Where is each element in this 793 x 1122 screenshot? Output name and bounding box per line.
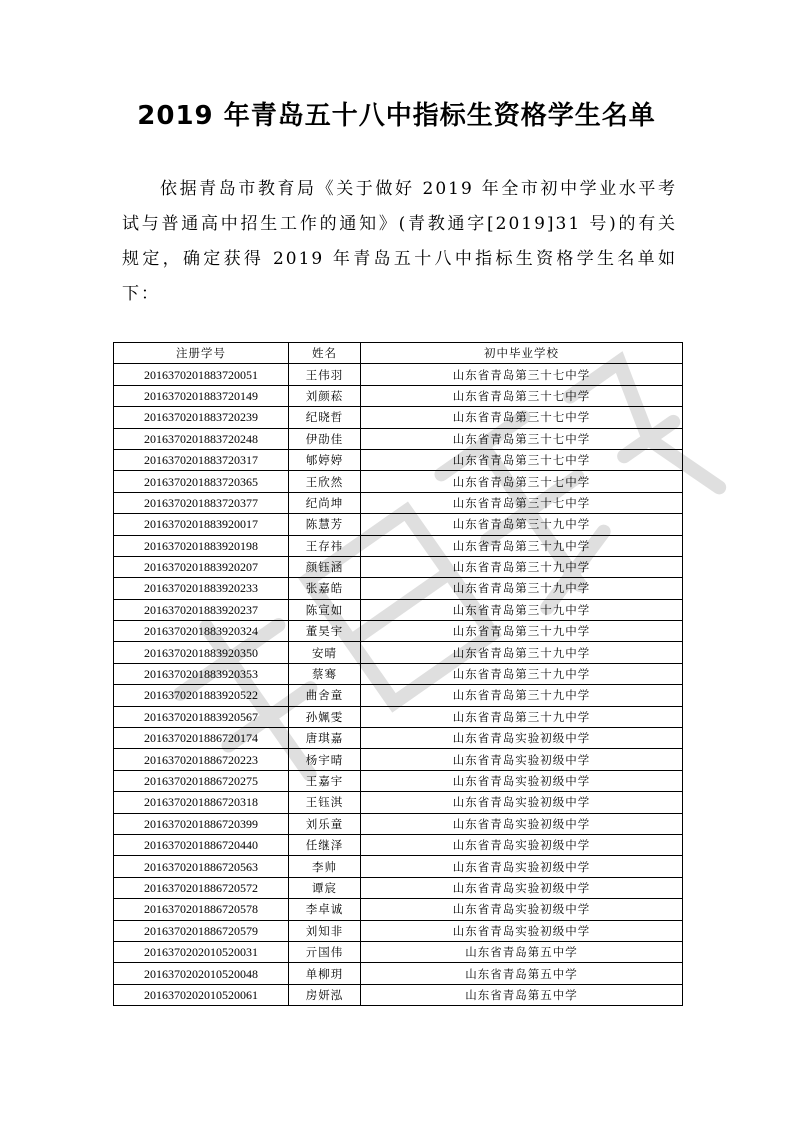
header-name: 姓名 (289, 343, 361, 364)
table-row (114, 685, 683, 706)
cell-registration-id: 2016370201886720275 (114, 770, 289, 791)
cell-registration-id: 2016370201883720248 (114, 428, 289, 449)
cell-school: 山东省青岛实验初级中学 (361, 792, 683, 813)
cell-school: 山东省青岛实验初级中学 (361, 749, 683, 770)
table-row (114, 449, 683, 470)
cell-school: 山东省青岛第三十九中学 (361, 578, 683, 599)
cell-registration-id: 2016370202010520048 (114, 963, 289, 984)
cell-school: 山东省青岛第三十九中学 (361, 599, 683, 620)
cell-student-name: 杨宇晴 (289, 749, 361, 770)
cell-student-name: 张嘉皓 (289, 578, 361, 599)
cell-registration-id: 2016370201883720377 (114, 492, 289, 513)
table-row (114, 578, 683, 599)
cell-student-name: 郇婷婷 (289, 449, 361, 470)
table-row (114, 963, 683, 984)
cell-school: 山东省青岛实验初级中学 (361, 728, 683, 749)
table-row (114, 535, 683, 556)
cell-student-name: 房妍泓 (289, 984, 361, 1005)
cell-student-name: 安晴 (289, 642, 361, 663)
cell-school: 山东省青岛第五中学 (361, 941, 683, 962)
cell-registration-id: 2016370201883920017 (114, 514, 289, 535)
cell-registration-id: 2016370201883720149 (114, 385, 289, 406)
cell-registration-id: 2016370201886720318 (114, 792, 289, 813)
cell-student-name: 刘颜菘 (289, 385, 361, 406)
table-row (114, 941, 683, 962)
cell-registration-id: 2016370201886720440 (114, 834, 289, 855)
cell-school: 山东省青岛第三十九中学 (361, 621, 683, 642)
cell-registration-id: 2016370202010520061 (114, 984, 289, 1005)
table-row (114, 407, 683, 428)
cell-school: 山东省青岛第三十九中学 (361, 514, 683, 535)
cell-registration-id: 2016370202010520031 (114, 941, 289, 962)
cell-student-name: 王存祎 (289, 535, 361, 556)
cell-registration-id: 2016370201883920353 (114, 663, 289, 684)
cell-student-name: 刘知非 (289, 920, 361, 941)
cell-student-name: 陈慧芳 (289, 514, 361, 535)
table-row (114, 385, 683, 406)
cell-registration-id: 2016370201886720578 (114, 899, 289, 920)
cell-school: 山东省青岛第三十七中学 (361, 364, 683, 385)
cell-school: 山东省青岛第三十九中学 (361, 685, 683, 706)
table-row (114, 663, 683, 684)
table-row (114, 877, 683, 898)
table-row (114, 428, 683, 449)
cell-registration-id: 2016370201883720239 (114, 407, 289, 428)
cell-registration-id: 2016370201883920324 (114, 621, 289, 642)
cell-student-name: 任继泽 (289, 834, 361, 855)
cell-student-name: 伊劭佳 (289, 428, 361, 449)
table-row (114, 920, 683, 941)
table-row (114, 471, 683, 492)
cell-school: 山东省青岛实验初级中学 (361, 899, 683, 920)
table-row (114, 792, 683, 813)
cell-school: 山东省青岛实验初级中学 (361, 877, 683, 898)
cell-school: 山东省青岛第三十九中学 (361, 556, 683, 577)
cell-student-name: 李卓诚 (289, 899, 361, 920)
cell-registration-id: 2016370201883920567 (114, 706, 289, 727)
cell-school: 山东省青岛第三十七中学 (361, 407, 683, 428)
cell-student-name: 曲舍童 (289, 685, 361, 706)
table-row (114, 514, 683, 535)
cell-student-name: 王伟羽 (289, 364, 361, 385)
cell-student-name: 孙姵雯 (289, 706, 361, 727)
cell-school: 山东省青岛第三十七中学 (361, 471, 683, 492)
cell-school: 山东省青岛第三十七中学 (361, 492, 683, 513)
table-body (114, 364, 683, 1006)
cell-student-name: 王钰淇 (289, 792, 361, 813)
cell-school: 山东省青岛实验初级中学 (361, 813, 683, 834)
table-row (114, 706, 683, 727)
cell-school: 山东省青岛第三十七中学 (361, 385, 683, 406)
table-row (114, 899, 683, 920)
cell-school: 山东省青岛第三十九中学 (361, 663, 683, 684)
table-row (114, 599, 683, 620)
cell-student-name: 刘乐童 (289, 813, 361, 834)
cell-school: 山东省青岛实验初级中学 (361, 834, 683, 855)
cell-student-name: 颜钰涵 (289, 556, 361, 577)
cell-student-name: 纪晓哲 (289, 407, 361, 428)
cell-student-name: 唐琪嘉 (289, 728, 361, 749)
header-school: 初中毕业学校 (361, 343, 683, 364)
table-row (114, 770, 683, 791)
cell-school: 山东省青岛第三十七中学 (361, 449, 683, 470)
table-row (114, 492, 683, 513)
cell-registration-id: 2016370201886720572 (114, 877, 289, 898)
student-roster-table (113, 342, 683, 1006)
table-row (114, 621, 683, 642)
cell-registration-id: 2016370201883720317 (114, 449, 289, 470)
cell-school: 山东省青岛第三十七中学 (361, 428, 683, 449)
table-row (114, 642, 683, 663)
cell-student-name: 陈宣如 (289, 599, 361, 620)
header-registration-id: 注册学号 (114, 343, 289, 364)
cell-school: 山东省青岛第三十九中学 (361, 706, 683, 727)
cell-registration-id: 2016370201883920522 (114, 685, 289, 706)
cell-student-name: 王嘉宇 (289, 770, 361, 791)
cell-registration-id: 2016370201883720051 (114, 364, 289, 385)
cell-school: 山东省青岛第三十九中学 (361, 535, 683, 556)
cell-student-name: 李帅 (289, 856, 361, 877)
table-row (114, 813, 683, 834)
cell-student-name: 蔡骞 (289, 663, 361, 684)
cell-school: 山东省青岛第五中学 (361, 963, 683, 984)
cell-registration-id: 2016370201883720365 (114, 471, 289, 492)
intro-paragraph: 依据青岛市教育局《关于做好 2019 年全市初中学业水平考试与普通高中招生工作的通知》(青教通字[2019]31 号)的有关规定，确定获得 2019 年青岛五十八中指标生资格学生名单如下： (122, 179, 677, 304)
table-header-row (114, 343, 683, 364)
cell-registration-id: 2016370201886720223 (114, 749, 289, 770)
cell-registration-id: 2016370201886720399 (114, 813, 289, 834)
page-title: 2019 年青岛五十八中指标生资格学生名单 (137, 101, 656, 131)
table-row (114, 728, 683, 749)
cell-student-name: 董昊宇 (289, 621, 361, 642)
cell-school: 山东省青岛第三十九中学 (361, 642, 683, 663)
table-row (114, 984, 683, 1005)
cell-registration-id: 2016370201883920233 (114, 578, 289, 599)
table-row (114, 364, 683, 385)
cell-student-name: 谭宸 (289, 877, 361, 898)
cell-school: 山东省青岛实验初级中学 (361, 920, 683, 941)
cell-registration-id: 2016370201883920237 (114, 599, 289, 620)
table-row (114, 856, 683, 877)
cell-school: 山东省青岛实验初级中学 (361, 856, 683, 877)
cell-registration-id: 2016370201883920198 (114, 535, 289, 556)
cell-registration-id: 2016370201886720174 (114, 728, 289, 749)
cell-registration-id: 2016370201886720563 (114, 856, 289, 877)
cell-registration-id: 2016370201886720579 (114, 920, 289, 941)
cell-school: 山东省青岛第五中学 (361, 984, 683, 1005)
table-row (114, 749, 683, 770)
cell-registration-id: 2016370201883920207 (114, 556, 289, 577)
cell-registration-id: 2016370201883920350 (114, 642, 289, 663)
table-row (114, 834, 683, 855)
cell-school: 山东省青岛实验初级中学 (361, 770, 683, 791)
table-row (114, 556, 683, 577)
cell-student-name: 纪尚坤 (289, 492, 361, 513)
cell-student-name: 亓国伟 (289, 941, 361, 962)
cell-student-name: 单柳玥 (289, 963, 361, 984)
cell-student-name: 王欣然 (289, 471, 361, 492)
